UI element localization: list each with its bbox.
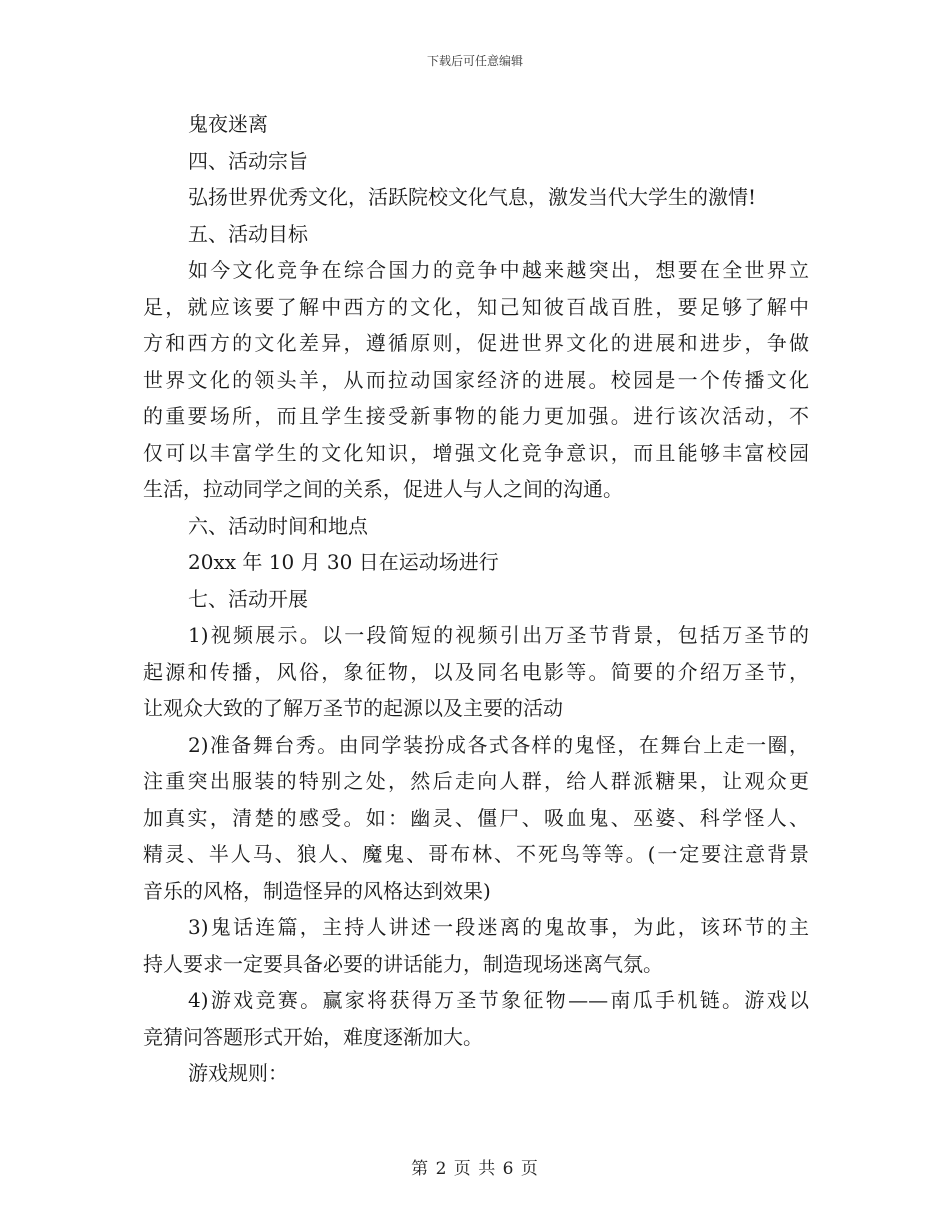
text-line: 1)视频展示。以一段简短的视频引出万圣节背景，包括万圣节的: [188, 623, 809, 647]
text-line: 3)鬼话连篇，主持人讲述一段迷离的鬼故事，为此，该环节的主: [188, 915, 809, 939]
text-line: 竞猜问答题形式开始，难度逐渐加大。: [143, 1024, 483, 1049]
page-header: 下载后可任意编辑: [426, 54, 523, 68]
text-line: 方和西方的文化差异，遵循原则，促进世界文化的进展和进步，争做: [143, 331, 809, 355]
text-line: 4)游戏竞赛。赢家将获得万圣节象征物——南瓜手机链。游戏以: [188, 988, 809, 1012]
text-line: 加真实，清楚的感受。如：幽灵、僵尸、吸血鬼、巫婆、科学怪人、: [143, 805, 809, 830]
text-line: 持人要求一定要具备必要的讲话能力，制造现场迷离气氛。: [143, 951, 663, 976]
page-number: 第 2 页 共 6 页: [411, 1159, 539, 1179]
text-line: 弘扬世界优秀文化，活跃院校文化气息，激发当代大学生的激情!: [188, 185, 757, 209]
text-line: 2)准备舞台秀。由同学装扮成各式各样的鬼怪，在舞台上走一圈，: [188, 732, 809, 757]
text-line: 鬼夜迷离: [188, 112, 268, 136]
text-line: 四、活动宗旨: [188, 148, 308, 173]
text-line: 的重要场所，而且学生接受新事物的能力更加强。进行该次活动，不: [143, 404, 809, 428]
document-body: [143, 106, 809, 1092]
text-line: 六、活动时间和地点: [188, 513, 368, 538]
text-line: 如今文化竞争在综合国力的竞争中越来越突出，想要在全世界立: [188, 258, 809, 282]
text-line: 游戏规则：: [188, 1061, 288, 1085]
text-line: 注重突出服装的特别之处，然后走向人群，给人群派糖果，让观众更: [143, 769, 809, 793]
text-line: 七、活动开展: [188, 586, 308, 611]
text-line: 仅可以丰富学生的文化知识，增强文化竞争意识，而且能够丰富校园: [143, 440, 809, 465]
text-line: 生活，拉动同学之间的关系，促进人与人之间的沟通。: [143, 477, 623, 501]
text-line: 让观众大致的了解万圣节的起源以及主要的活动: [143, 696, 563, 720]
text-line: 世界文化的领头羊，从而拉动国家经济的进展。校园是一个传播文化: [143, 367, 809, 392]
text-line: 起源和传播，风俗，象征物，以及同名电影等。简要的介绍万圣节，: [143, 659, 809, 684]
text-line: 20xx 年 10 月 30 日在运动场进行: [188, 550, 499, 574]
text-line: 足，就应该要了解中西方的文化，知己知彼百战百胜，要足够了解中: [143, 294, 809, 319]
text-line: 精灵、半人马、狼人、魔鬼、哥布林、不死鸟等等。(一定要注意背景: [143, 842, 809, 866]
text-line: 五、活动目标: [188, 221, 308, 246]
text-line: 音乐的风格，制造怪异的风格达到效果): [143, 878, 491, 903]
